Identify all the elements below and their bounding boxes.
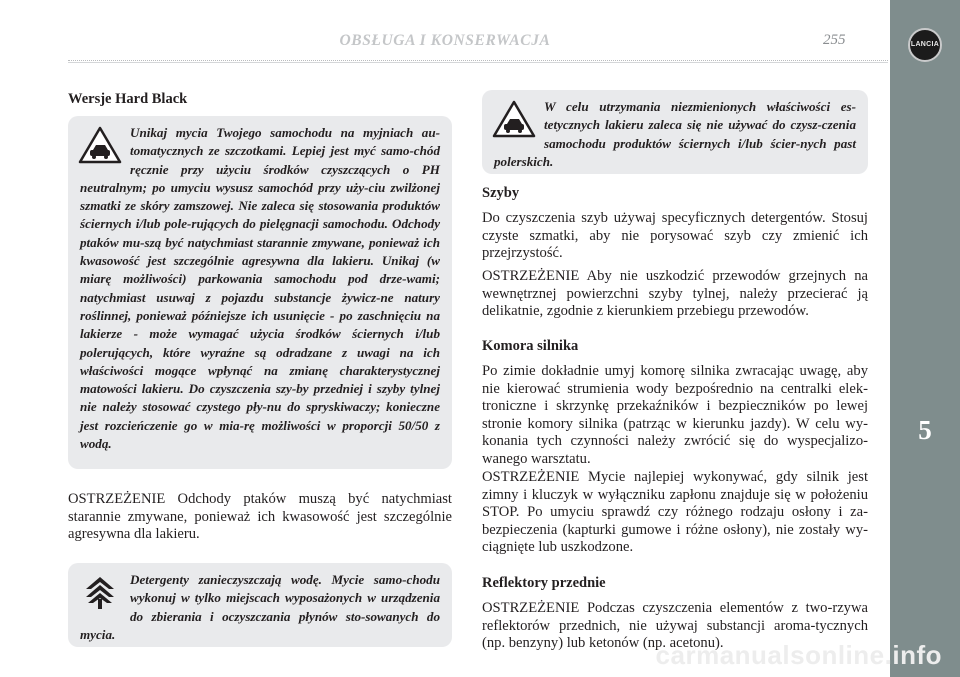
windows-text: Do czyszczenia szyb używaj specyficznych detergentów. Stosuj czyste szmatki, aby nie porysować szyb czy zmienić ich przejrzystość. bbox=[482, 210, 868, 262]
windows-caution: OSTRZEŻENIE Aby nie uszkodzić przewodów grzejnych na wewnętrznej powierzchni szyby tylnej, należy przecierać ją delikatnie, zgodnie z kierunkiem przebiegu przewodów. bbox=[482, 268, 868, 320]
header-title: OBSŁUGA I KONSERWACJA bbox=[339, 32, 551, 49]
environment-box-text: Detergenty zanieczyszczają wodę. Mycie samo-chodu wykonuj w tylko miejscach wyposażonych w urządzenia do zbierania i oczyszczania płynów sto-sowanych do mycia. bbox=[80, 572, 440, 642]
car-wash-warning-icon bbox=[78, 126, 122, 164]
engine-caution: OSTRZEŻENIE Mycie najlepiej wykonywać, gdy silnik jest zimny i kluczyk w wyłączniku zapłonu znajduje się w położeniu STOP. Po umyciu sprawdź czy różnego rodzaju osłony i za-bezpieczenia (kapturki gumowe i różne osłony), nie zostały wy-ciągnięte lub uszkodzone. bbox=[482, 469, 868, 556]
section-heading-headlights: Reflektory przednie bbox=[482, 575, 606, 591]
chapter-side-tab bbox=[890, 0, 960, 677]
watermark: carmanualsonline.info bbox=[655, 640, 942, 670]
logo-text: LANCIA bbox=[910, 41, 940, 48]
section-heading-hard-black: Wersje Hard Black bbox=[68, 91, 188, 107]
warning-box-hard-black bbox=[68, 116, 452, 469]
engine-text: Po zimie dokładnie umyj komorę silnika zwracając uwagę, aby nie kierować strumienia wody bezpośrednio na centralki elek-troniczne i skrzynkę przekaźników i bezpieczników po lewej stronie komory silnika (patrząc w kierunku jazdy). W celu wy-konania tych czynności należy zwrócić się do wyspecjalizo-wanego warsztatu. bbox=[482, 363, 868, 467]
environment-box bbox=[68, 563, 452, 647]
car-warning-icon bbox=[492, 100, 536, 138]
chapter-number: 5 bbox=[918, 415, 932, 445]
header-rule-solid bbox=[68, 62, 888, 63]
page-number: 255 bbox=[823, 32, 846, 48]
section-heading-engine: Komora silnika bbox=[482, 338, 579, 354]
environment-icon bbox=[78, 573, 122, 611]
caution-paragraph-bird-droppings: OSTRZEŻENIE Odchody ptaków muszą być natychmiast starannie zmywane, ponieważ ich kwasowość jest szczególnie agresywna dla lakieru. bbox=[68, 491, 452, 543]
lancia-logo bbox=[908, 28, 942, 62]
abrasives-warning-text: W celu utrzymania niezmienionych właściwości es-tetycznych lakieru zaleca się nie używać do czysz-czenia samochodu produktów ściernych i/lub ścier-nych past polerskich. bbox=[494, 99, 856, 169]
warning-box-text: Unikaj mycia Twojego samochodu na myjniach au-tomatycznych ze szczotkami. Lepiej jest myć samo-chód ręcznie przy użyciu środków czyszczących o PH neutralnym; po umyciu wysusz samochód przy uży-ciu zwilżonej szmatki ze skóry zamszowej. Nie zaleca się stosowania produktów ściernych i/lub pole-rujących do pielęgnacji samochodu. Odchody ptaków mu-szą być natychmiast starannie zmywane, ponieważ ich kwasowość jest szczególnie agresywna dla lakieru. Unikaj (w miarę możliwości) parkowania samochodu pod drze-wami; natychmiast usuwaj z pojazdu substancje żywicz-ne natury roślinnej, ponieważ późniejsze ich usunięcie - po zaschnięciu na lakierze - może wymagać użycia środków ściernych i/lub polerujących, które wyraźne są odradzane z uwagi na ich właściwości mogące wpłynąć na zmianę charakterystycznej matowości lakieru. Do czyszczenia szy-by przedniej i szyby tylnej nie należy stosować czystego pły-nu do spryskiwaczy; konieczne jest rozcieńczenie go w mia-rę możliwości w proporcji 50/50 z wodą. bbox=[80, 125, 440, 452]
section-heading-windows: Szyby bbox=[482, 185, 520, 201]
warning-box-abrasives bbox=[482, 90, 868, 174]
headlights-caution: OSTRZEŻENIE Podczas czyszczenia elementów z two-rzywa reflektorów przednich, nie używaj substancji aroma-tycznych (np. benzyny) lub ketonów (np. acetonu). bbox=[482, 600, 868, 652]
header-rule bbox=[68, 60, 888, 61]
